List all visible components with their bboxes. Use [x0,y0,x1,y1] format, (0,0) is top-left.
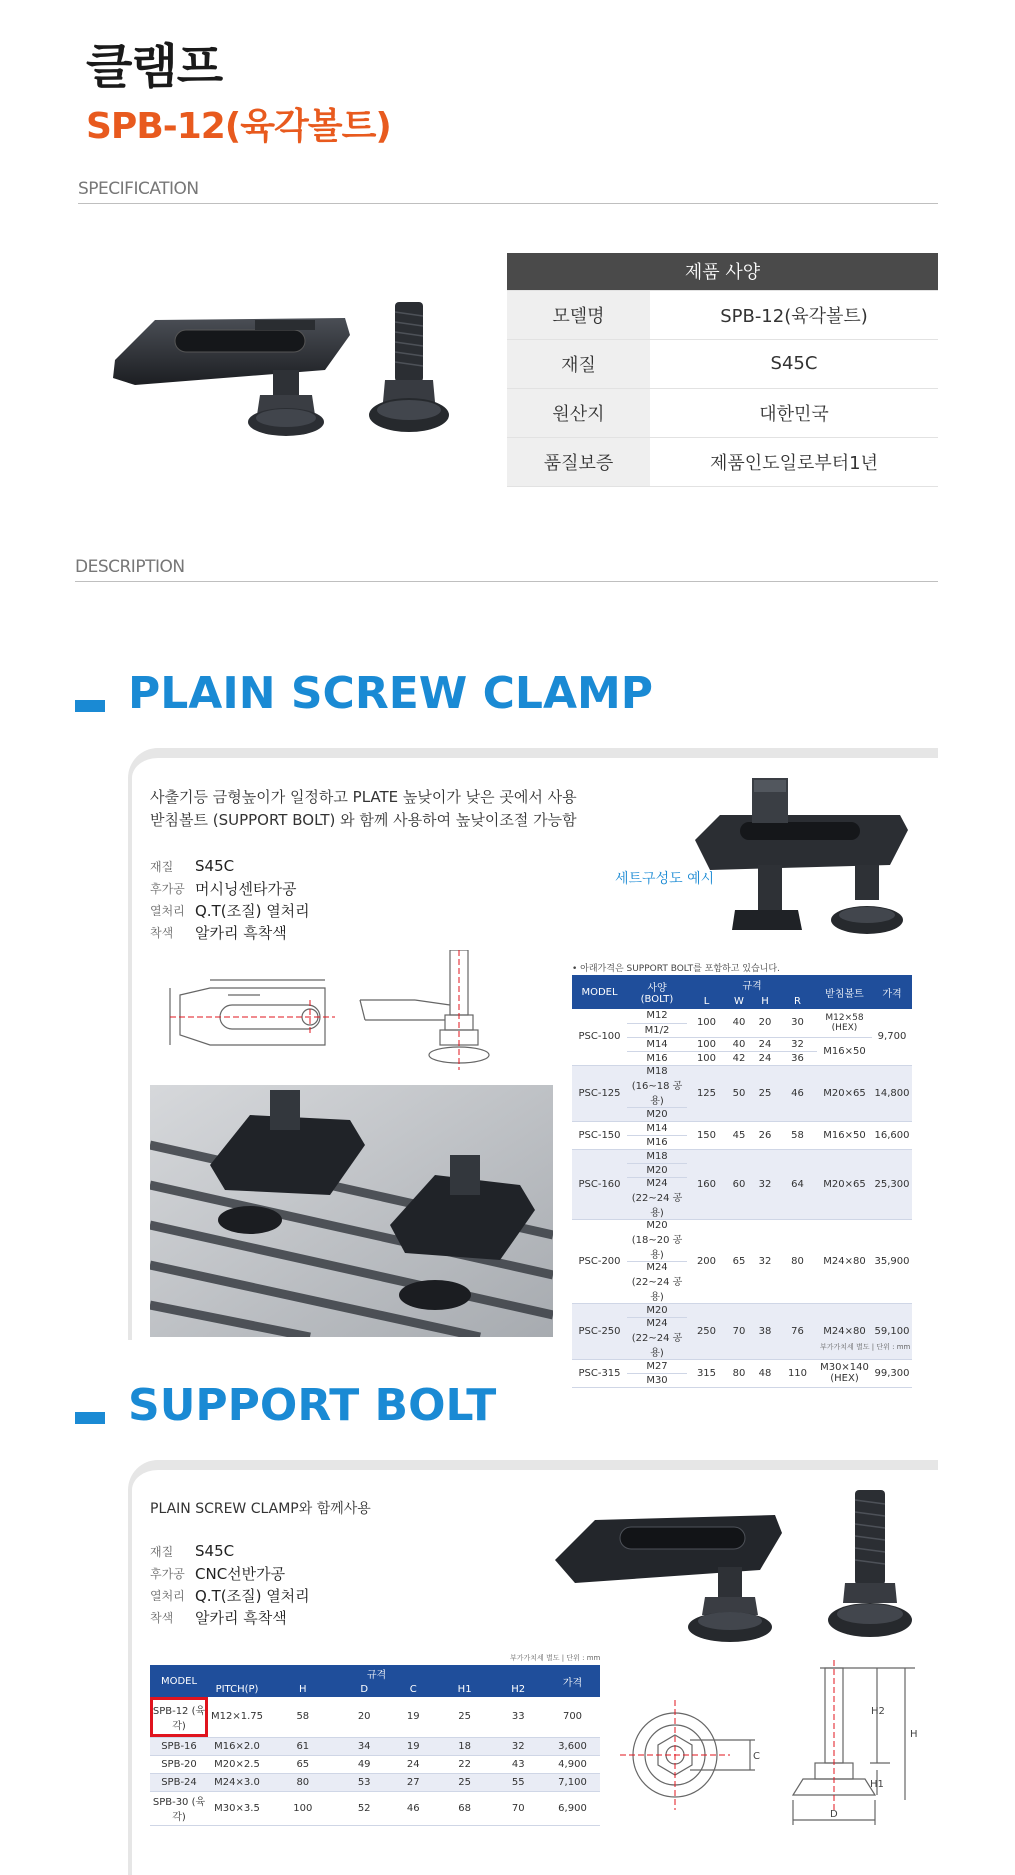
cell-W: 40 [726,1009,752,1037]
cell-bolt: M24 (22~24 공용) [627,1261,687,1303]
cell-H1: 18 [438,1737,492,1755]
cell-price: 3,600 [545,1737,600,1755]
table-row [572,1303,912,1317]
table-row [572,1121,912,1135]
cell-support: M24×80 [817,1219,872,1303]
set-example-label: 세트구성도 예시 [615,871,715,887]
highlighted-model-cell: SPB-12 (육각) [150,1697,208,1737]
prop-value: 알카리 흑착색 [195,923,287,942]
psc-photo [150,1085,553,1337]
sb-heading: SUPPORT BOLT [128,1380,497,1431]
cell-bolt: M14 [627,1037,687,1051]
cell-support: M24×80 [817,1303,872,1359]
cell-H1: 25 [438,1773,492,1791]
psc-heading: PLAIN SCREW CLAMP [128,668,654,719]
cell-H: 32 [752,1149,778,1219]
cell-bolt: M16 [627,1051,687,1065]
cell-pitch: M12×1.75 [208,1697,266,1737]
specification-label: SPECIFICATION [78,179,199,199]
divider [75,581,938,582]
cell-H2: 43 [491,1755,545,1773]
col-W: W [726,993,752,1009]
cell-R: 80 [778,1219,817,1303]
col-size: 규격 [208,1665,545,1681]
psc-note: • 아래가격은 SUPPORT BOLT를 포함하고 있습니다. [572,964,780,974]
psc-table [572,975,912,1388]
cell-support: M20×65 [817,1065,872,1121]
cell-bolt: M20 [627,1303,687,1317]
sb-footnote: 부가가치세 별도 | 단위 : mm [510,1654,601,1662]
cell-R: 30 [778,1009,817,1037]
cell-bolt: M16 [627,1135,687,1149]
prop-value: 머시닝센타가공 [195,879,297,898]
cell-C: 24 [389,1755,438,1773]
cell-model: SPB-30 (육각) [150,1791,208,1825]
cell-H: 20 [752,1009,778,1037]
prop-value: Q.T(조질) 열처리 [195,1586,310,1605]
cell-C: 19 [389,1697,438,1737]
cell-D: 53 [340,1773,389,1791]
cell-C: 27 [389,1773,438,1791]
cell-W: 80 [726,1359,752,1387]
cell-support: M12×58 (HEX) [817,1009,872,1037]
cell-bolt: M20 [627,1163,687,1177]
prop-label: 재질 [150,859,174,874]
cell-R: 58 [778,1121,817,1149]
cell-W: 65 [726,1219,752,1303]
table-row [507,437,938,486]
prop-value: Q.T(조질) 열처리 [195,901,310,920]
cell-W: 40 [726,1037,752,1051]
cell-R: 32 [778,1037,817,1051]
prop-label: 후가공 [150,1566,185,1581]
prop-value: CNC선반가공 [195,1564,286,1583]
sb-table [150,1665,600,1826]
cell-price: 14,800 [872,1065,912,1121]
col-price: 가격 [545,1665,600,1697]
table-row [572,1359,912,1373]
cell-model: PSC-250 [572,1303,627,1359]
cell-model: SPB-24 [150,1773,208,1791]
cell-H: 32 [752,1219,778,1303]
cell-price: 6,900 [545,1791,600,1825]
col-spec-label: 사양 [647,983,667,994]
col-H1: H1 [438,1681,492,1697]
cell-H2: 55 [491,1773,545,1791]
divider [78,203,938,204]
cell-H: 65 [266,1755,340,1773]
cell-L: 315 [687,1359,726,1387]
cell-W: 60 [726,1149,752,1219]
cell-price: 9,700 [872,1009,912,1065]
prop-label: 재질 [150,1544,174,1559]
cell-L: 125 [687,1065,726,1121]
psc-desc-1: 사출기등 금형높이가 일정하고 PLATE 높낮이가 낮은 곳에서 사용 [150,788,577,806]
cell-pitch: M24×3.0 [208,1773,266,1791]
cell-R: 110 [778,1359,817,1387]
cell-pitch: M16×2.0 [208,1737,266,1755]
cell-H: 26 [752,1121,778,1149]
col-H: H [266,1681,340,1697]
psc-drawing [150,950,540,1075]
col-D: D [340,1681,389,1697]
svg-text:H2: H2 [871,1706,885,1717]
cell-support: M20×65 [817,1149,872,1219]
table-row [150,1791,600,1825]
description-label: DESCRIPTION [75,557,185,577]
cell-price: 25,300 [872,1149,912,1219]
cell-L: 100 [687,1037,726,1051]
table-row [150,1697,600,1737]
cell-H2: 32 [491,1737,545,1755]
cell-bolt: M18 (16~18 공용) [627,1065,687,1107]
cell-H: 38 [752,1303,778,1359]
col-spec [627,975,687,1009]
spec-key: 품질보증 [507,437,650,486]
col-support: 받침볼트 [817,975,872,1009]
cell-H: 24 [752,1051,778,1065]
spec-table [507,253,938,487]
cell-H1: 68 [438,1791,492,1825]
cell-C: 19 [389,1737,438,1755]
cell-H2: 33 [491,1697,545,1737]
spec-key: 원산지 [507,388,650,437]
table-row [507,388,938,437]
spec-key: 모델명 [507,290,650,339]
cell-D: 52 [340,1791,389,1825]
cell-L: 250 [687,1303,726,1359]
cell-model: SPB-16 [150,1737,208,1755]
svg-text:H1: H1 [870,1779,884,1790]
cell-bolt: M18 [627,1149,687,1163]
cell-H: 61 [266,1737,340,1755]
cell-support: M16×50 [817,1121,872,1149]
cell-W: 50 [726,1065,752,1121]
cell-L: 100 [687,1009,726,1037]
prop-label: 후가공 [150,881,185,896]
cell-H: 24 [752,1037,778,1051]
cell-bolt: M20 [627,1107,687,1121]
cell-bolt: M27 [627,1359,687,1373]
cell-price: 16,600 [872,1121,912,1149]
table-row [507,290,938,339]
cell-R: 64 [778,1149,817,1219]
col-C: C [389,1681,438,1697]
col-R: R [778,993,817,1009]
cell-price: 7,100 [545,1773,600,1791]
product-subtitle: SPB-12(육각볼트) [86,106,391,147]
table-row [150,1773,600,1791]
prop-label: 착색 [150,1610,174,1625]
cell-bolt: M30 [627,1373,687,1387]
cell-H: 100 [266,1791,340,1825]
cell-H: 48 [752,1359,778,1387]
cell-W: 45 [726,1121,752,1149]
cell-price: 59,100 [872,1303,912,1359]
sb-product-image [550,1485,930,1655]
cell-R: 76 [778,1303,817,1359]
cell-price: 700 [545,1697,600,1737]
cell-price: 35,900 [872,1219,912,1303]
col-bolt-label: (BOLT) [640,994,674,1005]
table-row [572,1065,912,1107]
svg-text:D: D [830,1809,838,1820]
cell-C: 46 [389,1791,438,1825]
cell-H1: 25 [438,1697,492,1737]
cell-model: PSC-315 [572,1359,627,1387]
cell-W: 70 [726,1303,752,1359]
col-size: 규격 [687,975,817,993]
cell-model: PSC-125 [572,1065,627,1121]
prop-label: 열처리 [150,903,185,918]
set-example-image [680,770,930,950]
cell-H: 80 [266,1773,340,1791]
cell-price: 99,300 [872,1359,912,1387]
cell-H: 25 [752,1065,778,1121]
col-L: L [687,993,726,1009]
cell-bolt: M1/2 [627,1023,687,1037]
col-pitch: PITCH(P) [208,1681,266,1697]
cell-H: 58 [266,1697,340,1737]
col-model: MODEL [150,1665,208,1697]
cell-bolt: M20 (18~20 공용) [627,1219,687,1261]
cell-L: 160 [687,1149,726,1219]
table-row [150,1737,600,1755]
prop-label: 착색 [150,925,174,940]
cell-W: 42 [726,1051,752,1065]
cell-R: 36 [778,1051,817,1065]
heading-bar [75,700,105,712]
cell-bolt: M14 [627,1121,687,1135]
spec-table-heading: 제품 사양 [507,253,938,290]
cell-model: PSC-150 [572,1121,627,1149]
sb-drawing [615,1660,935,1825]
page-title: 클램프 [86,39,223,95]
cell-pitch: M30×3.5 [208,1791,266,1825]
table-row [572,1149,912,1163]
prop-value: S45C [195,1542,235,1560]
spec-value: S45C [650,339,938,388]
table-row [507,339,938,388]
prop-label: 열처리 [150,1588,185,1603]
cell-D: 49 [340,1755,389,1773]
cell-support: M30×140 (HEX) [817,1359,872,1387]
cell-R: 46 [778,1065,817,1121]
col-H: H [752,993,778,1009]
cell-price: 4,900 [545,1755,600,1773]
col-model: MODEL [572,975,627,1009]
cell-pitch: M20×2.5 [208,1755,266,1773]
psc-props [150,855,310,943]
heading-bar [75,1412,105,1424]
spec-value: SPB-12(육각볼트) [650,290,938,339]
sb-props [150,1540,310,1628]
cell-L: 150 [687,1121,726,1149]
cell-model: PSC-160 [572,1149,627,1219]
table-row [572,1009,912,1023]
table-row [572,1219,912,1261]
cell-L: 100 [687,1051,726,1065]
cell-bolt: M24 (22~24 공용) [627,1177,687,1219]
cell-bolt: M12 [627,1009,687,1023]
cell-model: SPB-20 [150,1755,208,1773]
cell-support: M16×50 [817,1037,872,1065]
cell-D: 34 [340,1737,389,1755]
psc-desc-2: 받침볼트 (SUPPORT BOLT) 와 함께 사용하여 높낮이조절 가능함 [150,811,577,829]
product-image [105,290,465,450]
spec-value: 제품인도일로부터1년 [650,437,938,486]
col-H2: H2 [491,1681,545,1697]
cell-bolt: M24 (22~24 공용) [627,1317,687,1359]
cell-model: PSC-100 [572,1009,627,1065]
prop-value: S45C [195,857,235,875]
prop-value: 알카리 흑착색 [195,1608,287,1627]
spec-key: 재질 [507,339,650,388]
table-row [150,1755,600,1773]
psc-footnote: 부가가치세 별도 | 단위 : mm [820,1343,911,1351]
cell-H2: 70 [491,1791,545,1825]
sb-desc: PLAIN SCREW CLAMP와 함께사용 [150,1501,371,1517]
cell-D: 20 [340,1697,389,1737]
svg-text:H: H [910,1729,918,1740]
svg-text:C: C [753,1751,760,1762]
cell-model: PSC-200 [572,1219,627,1303]
cell-H1: 22 [438,1755,492,1773]
spec-value: 대한민국 [650,388,938,437]
cell-L: 200 [687,1219,726,1303]
col-price: 가격 [872,975,912,1009]
